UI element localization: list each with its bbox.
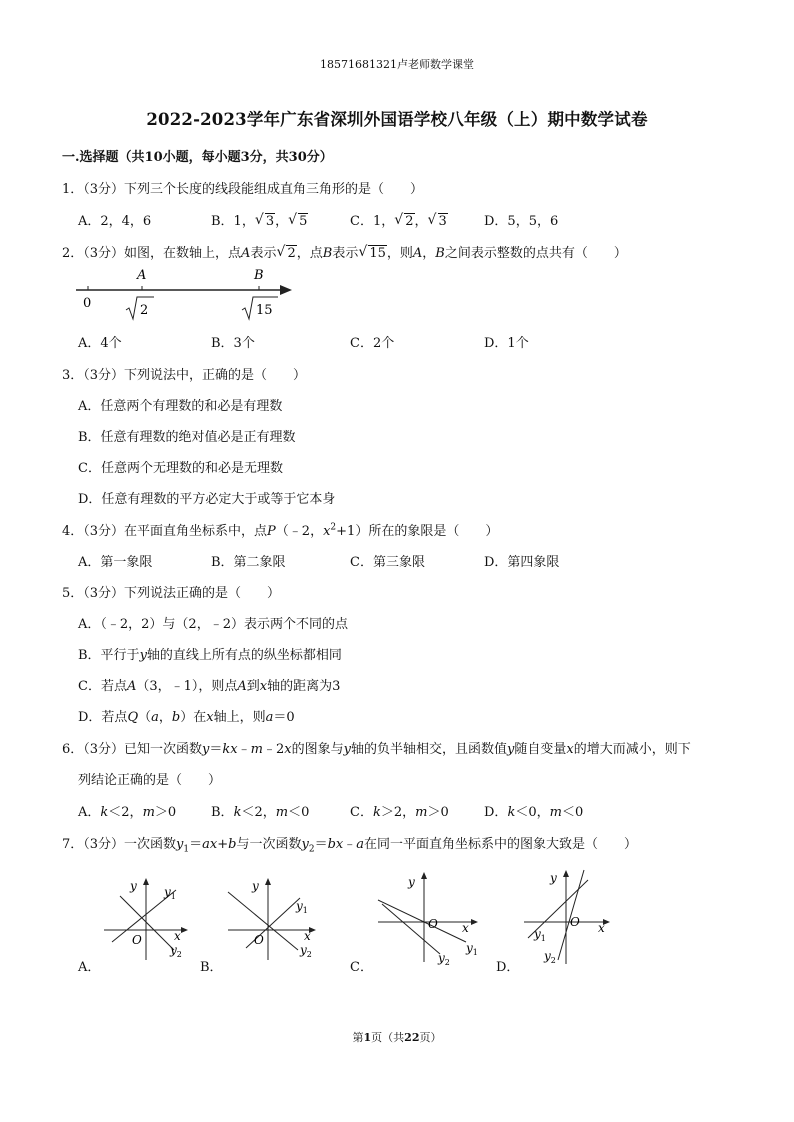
q7-option-b-label: B． (200, 960, 223, 975)
x-label: x (598, 921, 605, 935)
arrow-icon (265, 878, 271, 885)
line-y1 (378, 900, 466, 942)
q4-option-a: A．第一象限 (78, 555, 153, 570)
q1-b-prefix: B．1， (211, 214, 255, 229)
label-zero: 0 (83, 296, 92, 311)
q7-option-c-label: C． (350, 960, 373, 975)
q3-option-b: B．任意有理数的绝对值必是正有理数 (78, 430, 296, 445)
q1-option-c: C．1， √ 2， √ 3 (350, 212, 447, 229)
q7-option-d-label: D． (496, 960, 520, 975)
y-label: y (408, 875, 415, 889)
question-3-stem: 3．（3分）下列说法中，正确的是（ ） (62, 368, 307, 383)
x-label: x (174, 929, 181, 943)
origin-label: O (132, 933, 142, 947)
page-footer: 第1页（共22页） (352, 1031, 442, 1044)
x-label: x (462, 921, 469, 935)
arrow-icon (563, 870, 569, 877)
section-heading: 一.选择题（共10小题，每小题3分，共30分） (62, 150, 333, 165)
q2-option-c: C．2个 (350, 336, 395, 351)
q7-graph-a (100, 872, 190, 962)
q1-option-b: B．1， √ 3， √ 5 (211, 212, 308, 229)
y-label: y (550, 871, 557, 885)
q6-option-d: D．k＜0，m＜0 (484, 805, 584, 820)
question-2-stem: 2．（3分）如图，在数轴上，点A表示 √ 2，点B表示 √ 15，则A，B之间表示整数的点共有（ ） (62, 244, 627, 261)
q2-option-a: A．4个 (78, 336, 122, 351)
question-6-stem-line2: 列结论正确的是（ ） (78, 773, 222, 788)
q7-graph-c (374, 866, 486, 966)
label-b: B (254, 268, 264, 283)
y2-label: $y_2$ (438, 951, 450, 966)
question-5-stem: 5．（3分）下列说法正确的是（ ） (62, 586, 281, 601)
q6-option-a: A．k＜2，m＞0 (78, 805, 177, 820)
y2-label: $y_2$ (300, 943, 312, 959)
q6-option-b: B．k＜2，m＜0 (211, 805, 310, 820)
y-label: y (130, 879, 137, 893)
question-6-stem-line1: 6．（3分）已知一次函数y＝kx﹣m﹣2x的图象与y轴的负半轴相交，且函数值y随自变量x的增大而减小，则下 (62, 742, 691, 757)
origin-label: O (570, 915, 580, 929)
y2-label: $y_2$ (544, 949, 556, 965)
label-sqrt2: 2 (140, 303, 149, 318)
q3-option-d: D．任意有理数的平方必定大于或等于它本身 (78, 492, 336, 507)
y1-label: $y_1$ (164, 885, 176, 901)
q2-option-b: B．3个 (211, 336, 255, 351)
q6-option-c: C．k＞2，m＞0 (350, 805, 449, 820)
x-label: x (304, 929, 311, 943)
sqrt-15: √ 15 (358, 244, 386, 261)
y1-label: $y_1$ (296, 899, 308, 915)
label-a: A (137, 268, 147, 283)
sqrt-2: √ 2 (276, 244, 296, 261)
arrow-icon (421, 872, 427, 879)
q5-option-d: D．若点Q（a，b）在x轴上，则a＝0 (78, 710, 295, 725)
question-7-stem: 7．（3分）一次函数$y_1=ax+b$与一次函数$y_2=bx﹣a$在同一平面直角坐标系中的图象大致是（ ） (62, 837, 638, 855)
arrow-icon (280, 285, 292, 295)
origin-label: O (428, 917, 438, 931)
arrow-icon (143, 878, 149, 885)
y1-label: $y_1$ (466, 941, 478, 957)
label-sqrt15: 15 (256, 303, 273, 318)
q5-option-b: B．平行于y轴的直线上所有点的纵坐标都相同 (78, 648, 342, 663)
q7-graph-b (224, 872, 320, 962)
arrow-icon (471, 919, 478, 925)
line-y2 (120, 896, 174, 950)
q1-option-a: A．2，4，6 (78, 214, 152, 229)
y1-label: $y_1$ (534, 927, 546, 943)
y-label: y (252, 879, 259, 893)
sqrt-3: √ 3 (254, 212, 275, 229)
sqrt-2: √ 2 (394, 212, 414, 229)
arrow-icon (181, 927, 188, 933)
q4-option-d: D．第四象限 (484, 555, 560, 570)
q3-option-c: C．任意两个无理数的和必是无理数 (78, 461, 283, 476)
q4-option-b: B．第二象限 (211, 555, 286, 570)
question-4-stem: 4．（3分）在平面直角坐标系中，点P（﹣2，$x^2+1$）所在的象限是（ ） (62, 522, 499, 539)
q7-graph-d (520, 864, 620, 968)
q2-option-d: D．1个 (484, 336, 529, 351)
page-header: 18571681321卢老师数学课堂 (320, 58, 474, 71)
sqrt-3: √ 3 (427, 212, 447, 229)
exam-title: 2022-2023学年广东省深圳外国语学校八年级（上）期中数学试卷 (146, 110, 648, 129)
q5-option-a: A．（﹣2，2）与（2，﹣2）表示两个不同的点 (78, 617, 348, 632)
q5-option-c: C．若点A（3，﹣1），则点A到x轴的距离为3 (78, 679, 341, 694)
q3-option-a: A．任意两个有理数的和必是有理数 (78, 399, 283, 414)
sqrt-5: √ 5 (288, 212, 308, 229)
q1-option-d: D．5，5，6 (484, 214, 559, 229)
question-1-stem: 1．（3分）下列三个长度的线段能组成直角三角形的是（ ） (62, 182, 424, 197)
number-line-figure (74, 264, 304, 326)
q7-option-a-label: A． (78, 960, 101, 975)
q4-option-c: C．第三象限 (350, 555, 425, 570)
y2-label: $y_2$ (170, 943, 182, 959)
origin-label: O (254, 933, 264, 947)
